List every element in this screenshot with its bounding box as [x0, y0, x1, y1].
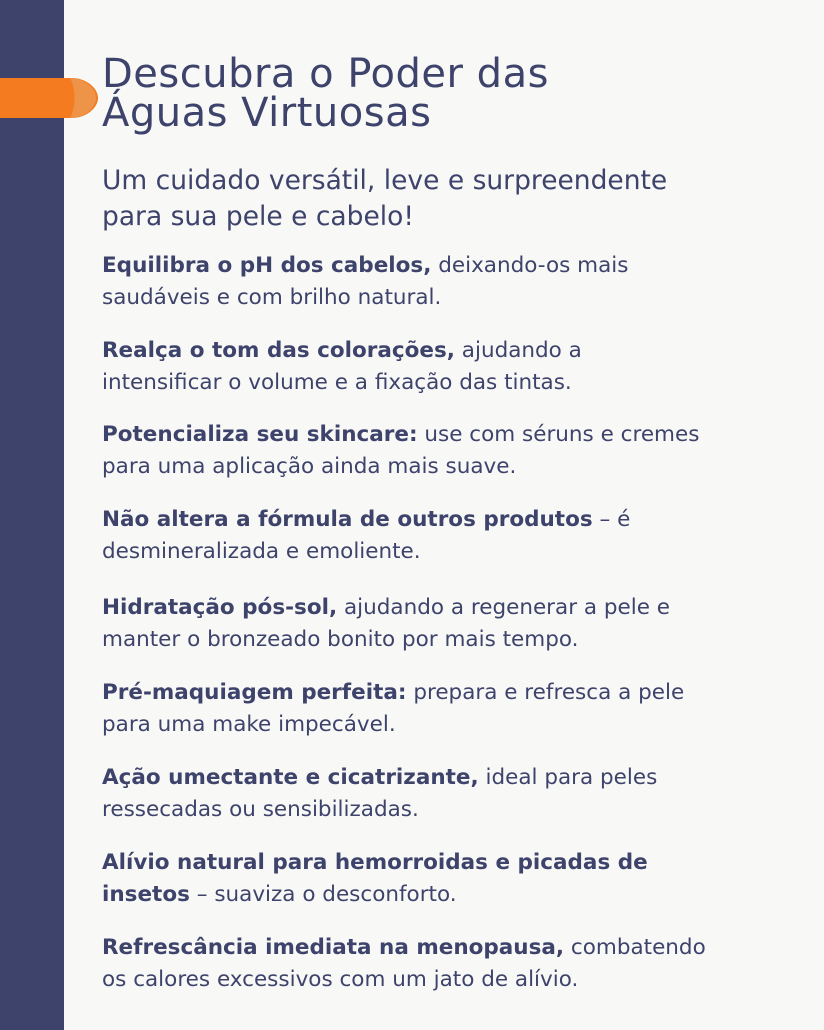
benefit-highlight: Realça o tom das colorações, — [102, 338, 455, 363]
benefit-text: combatendo — [564, 935, 706, 960]
title-line-1: Descubra o Poder das — [102, 51, 549, 97]
page-subtitle — [102, 163, 812, 235]
benefit-text-line2: os calores excessivos com um jato de alívio. — [102, 967, 579, 992]
benefit-highlight: Não altera a fórmula de outros produtos — [102, 507, 593, 532]
benefit-text: ideal para peles — [478, 765, 658, 790]
benefit-text-line2: desmineralizada e emoliente. — [102, 539, 421, 564]
sidebar-bar — [0, 0, 64, 1030]
benefit-highlight: Hidratação pós-sol, — [102, 595, 338, 620]
benefit-item — [102, 677, 817, 741]
benefit-text: prepara e refresca a pele — [406, 680, 685, 705]
benefit-item — [102, 847, 817, 911]
benefit-text: ajudando a regenerar a pele e — [337, 595, 671, 620]
benefit-text: ajudando a — [454, 338, 582, 363]
benefit-text-line2: intensificar o volume e a fixação das tintas. — [102, 370, 572, 395]
benefit-text: use com séruns e cremes — [417, 422, 700, 447]
benefit-item — [102, 504, 817, 568]
title-line-2: Águas Virtuosas — [102, 90, 432, 136]
benefit-item — [102, 419, 817, 483]
page-title — [102, 51, 802, 136]
benefit-highlight: Ação umectante e cicatrizante, — [102, 765, 479, 790]
benefit-item — [102, 762, 817, 826]
benefit-text: – é — [592, 507, 631, 532]
subtitle-line-1: Um cuidado versátil, leve e surpreendente — [102, 165, 668, 196]
benefit-text-line2: saudáveis e com brilho natural. — [102, 285, 442, 310]
benefit-highlight: Pré-maquiagem perfeita: — [102, 680, 407, 705]
benefit-highlight: Equilibra o pH dos cabelos, — [102, 253, 432, 278]
benefit-item — [102, 592, 817, 656]
benefit-text: deixando-os mais — [431, 253, 629, 278]
benefit-text-line2: para uma aplicação ainda mais suave. — [102, 454, 517, 479]
subtitle-line-2: para sua pele e cabelo! — [102, 201, 414, 232]
benefit-text-line2: para uma make impecável. — [102, 712, 396, 737]
benefit-text-line2: ressecadas ou sensibilizadas. — [102, 797, 419, 822]
benefit-item — [102, 932, 817, 996]
benefit-highlight: Alívio natural para hemorroidas e picadas de — [102, 850, 648, 875]
benefit-text-line2: – suaviza o desconforto. — [189, 882, 457, 907]
benefit-highlight: Refrescância imediata na menopausa, — [102, 935, 565, 960]
benefit-item — [102, 335, 817, 399]
orange-tab-accent — [0, 78, 98, 118]
benefit-highlight: Potencializa seu skincare: — [102, 422, 418, 447]
benefit-item — [102, 250, 817, 314]
benefit-highlight-line2: insetos — [102, 882, 190, 907]
benefit-text-line2: manter o bronzeado bonito por mais tempo. — [102, 627, 579, 652]
